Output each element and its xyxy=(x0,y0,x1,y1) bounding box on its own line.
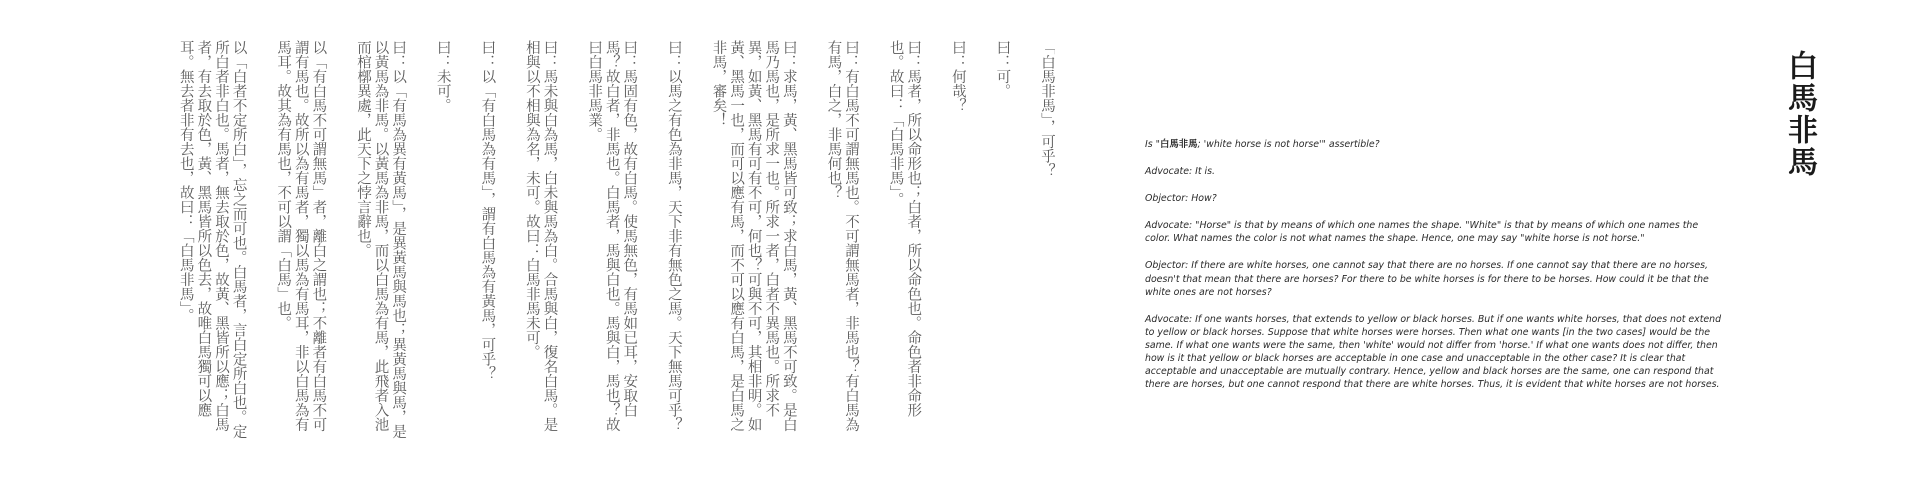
translation-intro xyxy=(1145,138,1723,151)
intro-suffix: ; 'white horse is not horse'" assertible? xyxy=(1197,139,1380,150)
chinese-passage: 曰：未可。 xyxy=(434,40,451,113)
chinese-passage: 曰：求馬，黃、黑馬皆可致；求白馬，黃、黑馬不可致。是白馬乃馬也，是所求一也。所求一者，白者不異馬也。所求不異，如黃、黑馬有可有不可，何也？可與不可，其相非明。如黃、黑馬一也，而可以應有馬，而不可以應有白馬，是白馬之非馬，審矣！ xyxy=(710,40,797,432)
intro-prefix: Is " xyxy=(1145,139,1160,150)
chinese-passage: 曰：有白馬不可謂無馬也。不可謂無馬者，非馬也？有白馬為有馬，白之，非馬何也？ xyxy=(825,40,860,432)
page-title: 白馬非馬 xyxy=(1782,50,1817,178)
translation-line: Objector: If there are white horses, one cannot say that there are no horses. If one cannot say that there are no horses, doesn't that mean that there are horses? For there to be white horses is for there to be horses. How could it be that the white ones are not horses? xyxy=(1145,260,1709,298)
chinese-passage: 曰：馬者，所以命形也；白者，所以命色也。命色者非命形也。故曰：「白馬非馬」。 xyxy=(887,40,922,417)
chinese-passage: 曰：何哉？ xyxy=(949,40,966,113)
translation-line: Advocate: If one wants horses, that extends to yellow or black horses. But if one wants white horses, that does not extend to yellow or black horses. Suppose that white horses were horses. Then what one wants [in the two cases] would be the same. If what one wants were the same, then 'white' would not differ from 'horse.' If what one wants does not differ, then how is it that yellow or black horses are acceptable in one case and unacceptable in the other case? It is clear that acceptable and unacceptable are mutually contrary. Hence, yellow and black horses are the same, one can respond that there are horses, but one cannot respond that there are white horses. Thus, it is evident that white horses are not horses. xyxy=(1145,313,1722,391)
translation-line: Objector: How? xyxy=(1145,193,1217,205)
chinese-passage: 曰：以「有白馬為有馬」，謂有白馬為有黃馬，可乎？ xyxy=(479,40,496,381)
chinese-text-column-block xyxy=(95,40,1055,440)
chinese-passage: 曰：馬固有色，故有白馬。使馬無色，有馬如已耳，安取白馬？故白者，非馬也。白馬者，馬與白也。馬與白，馬也？故曰白馬非馬業。 xyxy=(586,40,638,432)
chinese-passage: 以「白者不定所白」，忘之而可也。白馬者，言白定所白也。定所白者非白也。馬者，無去取於色，故黃、黑皆所以應；白馬者，有去取於色，黃、黑馬皆所以色去，故唯白馬獨可以應耳。無去者非有去也，故曰：「白馬非馬」。 xyxy=(177,40,247,439)
english-translation-block xyxy=(1145,138,1723,405)
chinese-passage: 曰：以馬之有色為非馬，天下非有無色之馬。天下無馬可乎？ xyxy=(665,40,682,432)
translation-line: Advocate: It is. xyxy=(1145,166,1216,178)
chinese-passage: 曰：可。 xyxy=(994,40,1011,98)
translation-line: Advocate: "Horse" is that by means of which one names the shape. "White" is that by means of which one names the color. What names the color is not what names the shape. Hence, one may say "white horse is not horse." xyxy=(1145,220,1699,245)
chinese-passage: 曰：馬未與白為馬，白未與馬為白。合馬與白，復名白馬。是相與以不相與為名，未可。故曰：白馬非馬未可。 xyxy=(523,40,558,432)
intro-chinese-phrase: 白馬非馬 xyxy=(1159,139,1198,150)
chinese-passage: 「白馬非馬」，可乎？ xyxy=(1039,40,1055,178)
chinese-passage: 以「有白馬不可謂無馬」者，離白之謂也；不離者有白馬不可謂有馬也。故所以為有馬者，獨以馬為有馬耳，非以白馬為有馬耳。故其為有馬也，不可以謂「白馬」也。 xyxy=(275,40,327,432)
chinese-passage: 曰：以「有馬為異有黃馬」，是異黃馬與馬也；異黃馬與馬，是以黃馬為非馬。以黃馬為非馬，而以白馬為有馬，此飛者入池而棺槨異處，此天下之悖言辭也。 xyxy=(354,40,407,439)
